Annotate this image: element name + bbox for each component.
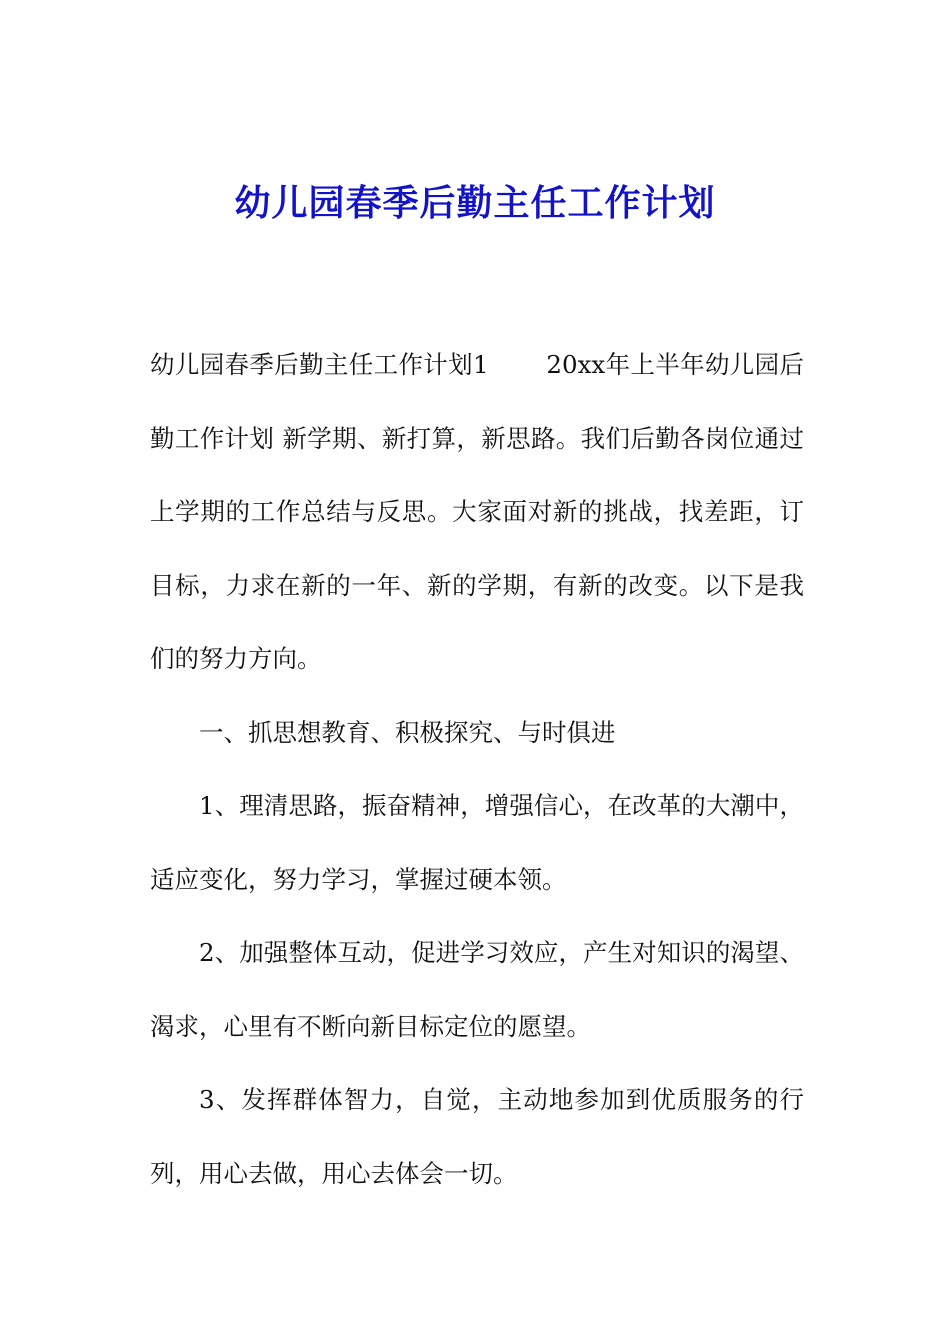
list-item-1: 1、理清思路，振奋精神，增强信心，在改革的大潮中，适应变化，努力学习，掌握过硬本领。 [150, 791, 804, 894]
section-heading-1: 一、抓思想教育、积极探究、与时俱进 [199, 717, 616, 747]
document-body [150, 328, 804, 1210]
list-item-2: 2、加强整体互动，促进学习效应，产生对知识的渴望、渴求，心里有不断向新目标定位的愿望。 [150, 938, 804, 1041]
paragraph-intro: 幼儿园春季后勤主任工作计划1 20xx年上半年幼儿园后勤工作计划 新学期、新打算，新思路。我们后勤各岗位通过上学期的工作总结与反思。大家面对新的挑战，找差距，订目标，力求在新的一年、新的学期，有新的改变。以下是我们的努力方向。 [150, 350, 804, 673]
document-title: 幼儿园春季后勤主任工作计划 [234, 182, 716, 224]
list-item-3: 3、发挥群体智力，自觉，主动地参加到优质服务的行列，用心去做，用心去体会一切。 [150, 1085, 804, 1188]
